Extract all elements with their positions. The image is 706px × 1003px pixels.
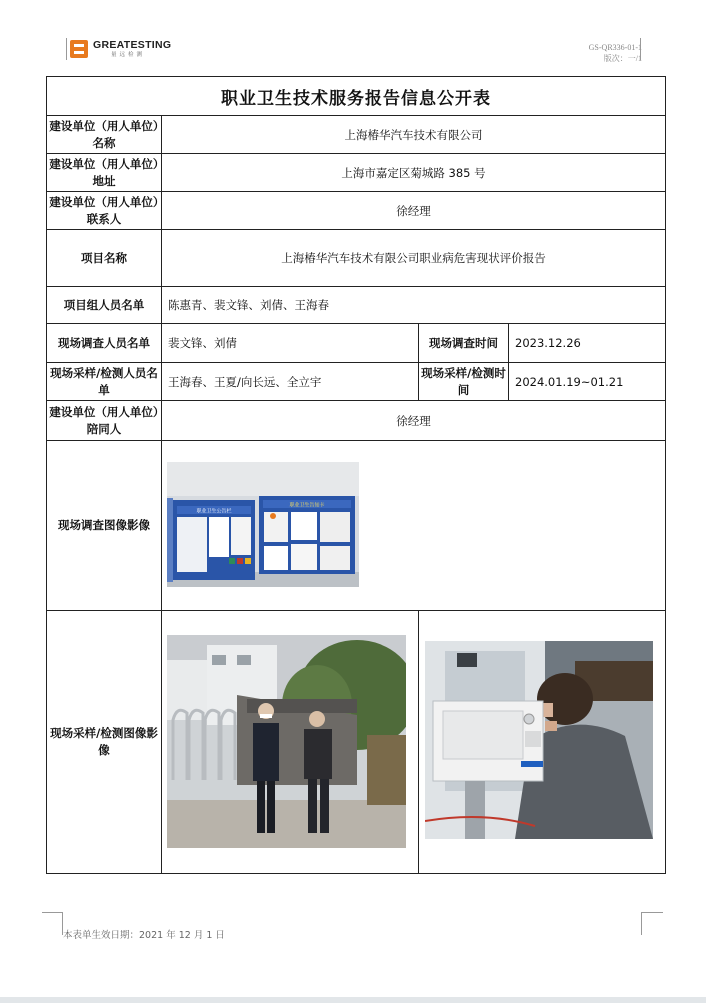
survey-staff-value: 裴文锋、刘倩 xyxy=(162,324,419,363)
sampling-photo-cell-left xyxy=(162,611,419,874)
survey-photo-bulletin-board xyxy=(167,462,359,587)
crop-mark-top-right xyxy=(640,38,665,60)
contact-value: 徐经理 xyxy=(162,192,666,230)
unit-name-value: 上海椿华汽车技术有限公司 xyxy=(162,116,666,154)
sampling-time-value: 2024.01.19~01.21 xyxy=(509,363,666,401)
crop-mark-top-left xyxy=(42,38,67,60)
project-name-label: 项目名称 xyxy=(47,230,162,287)
unit-name-label: 建设单位（用人单位）名称 xyxy=(47,116,162,154)
board-left-title: 职业卫生公告栏 xyxy=(196,508,232,515)
survey-photos-cell xyxy=(162,441,666,611)
survey-photos-label: 现场调查图像影像 xyxy=(47,441,162,611)
team-value: 陈惠青、裴文锋、刘倩、王海春 xyxy=(162,287,666,324)
sampling-staff-value: 王海春、王夏/向长远、全立宇 xyxy=(162,363,419,401)
page-title: 职业卫生技术服务报告信息公开表 xyxy=(47,77,666,116)
unit-address-label: 建设单位（用人单位）地址 xyxy=(47,154,162,192)
team-label: 项目组人员名单 xyxy=(47,287,162,324)
survey-time-value: 2023.12.26 xyxy=(509,324,666,363)
sampling-photos-label: 现场采样/检测图像影像 xyxy=(47,611,162,874)
effective-date: 本表单生效日期：2021 年 12 月 1 日 xyxy=(63,930,225,941)
sampling-photo-entrance xyxy=(167,635,406,848)
logo-icon xyxy=(70,40,88,58)
sampling-time-label: 现场采样/检测时间 xyxy=(419,363,509,401)
unit-address-value: 上海市嘉定区菊城路 385 号 xyxy=(162,154,666,192)
logo-name: GREATESTING xyxy=(93,39,172,51)
escort-label: 建设单位（用人单位）陪同人 xyxy=(47,401,162,441)
page-bottom-strip xyxy=(0,997,706,1003)
survey-staff-label: 现场调查人员名单 xyxy=(47,324,162,363)
project-name-value: 上海椿华汽车技术有限公司职业病危害现状评价报告 xyxy=(162,230,666,287)
sampling-staff-label: 现场采样/检测人员名单 xyxy=(47,363,162,401)
board-right-title: 职业卫生告知卡 xyxy=(289,502,325,509)
sampling-photo-cell-right xyxy=(419,611,666,874)
info-table xyxy=(46,76,666,874)
survey-time-label: 现场调查时间 xyxy=(419,324,509,363)
crop-mark-bottom-right xyxy=(641,912,663,935)
company-logo xyxy=(70,40,171,58)
doc-header-info xyxy=(589,42,642,64)
doc-version: 版次：一/1 xyxy=(603,54,642,63)
doc-code: GS-QR336-01-1 xyxy=(588,43,642,52)
logo-subtitle: 量远检测 xyxy=(111,51,146,58)
contact-label: 建设单位（用人单位）联系人 xyxy=(47,192,162,230)
sampling-photo-instrument xyxy=(425,641,653,839)
escort-value: 徐经理 xyxy=(162,401,666,441)
crop-mark-bottom-left xyxy=(42,912,63,935)
